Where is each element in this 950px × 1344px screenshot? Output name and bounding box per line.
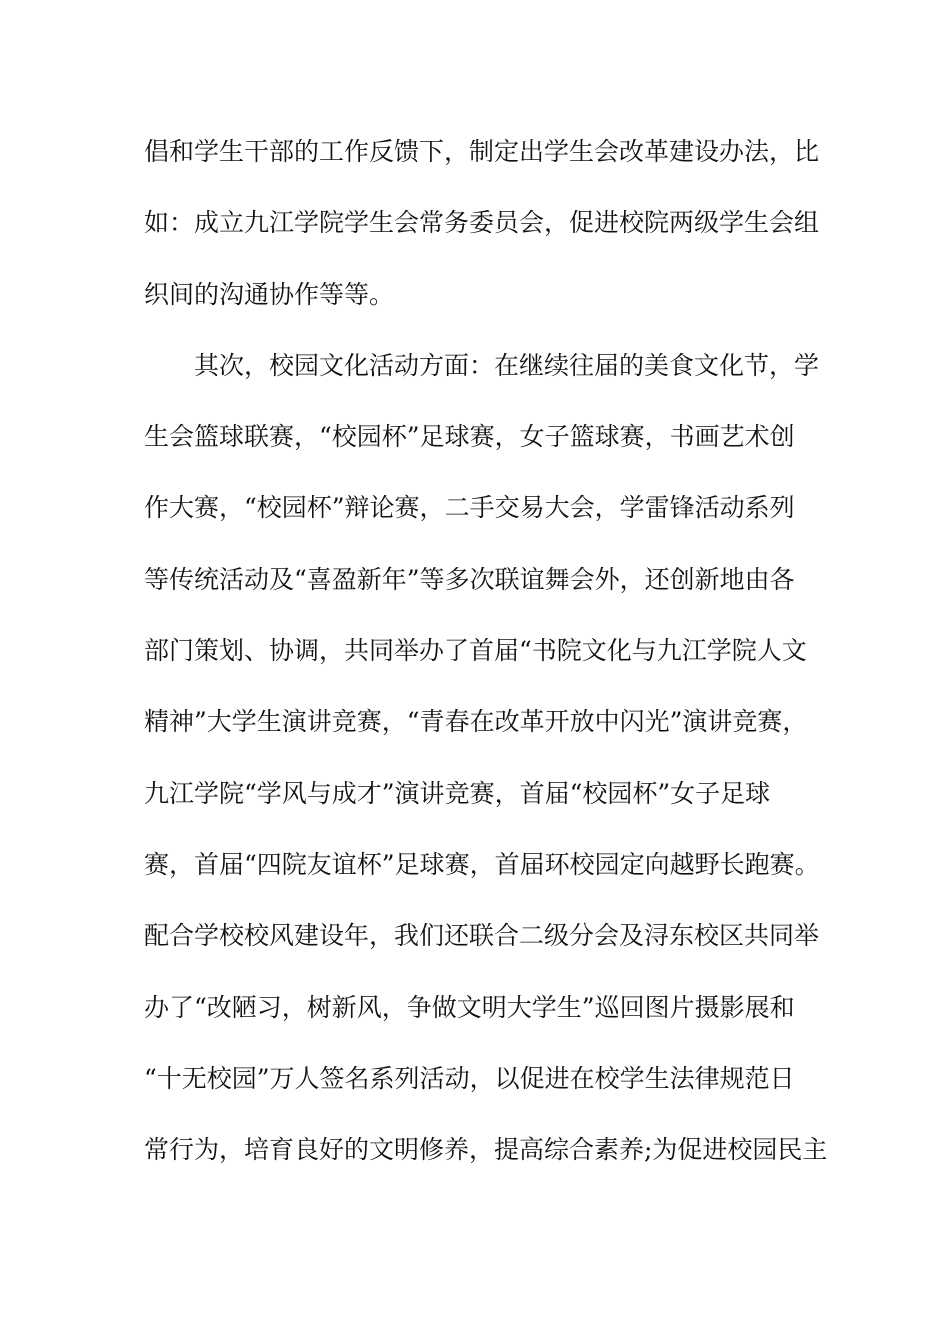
text-line: 等传统活动及“喜盈新年”等多次联谊舞会外，还创新地由各 bbox=[144, 564, 795, 594]
text-line: 办了“改陋习，树新风，争做文明大学生”巡回图片摄影展和 bbox=[144, 992, 795, 1022]
paragraph-first-line: 其次，校园文化活动方面：在继续往届的美食文化节，学 bbox=[194, 350, 820, 380]
body-text bbox=[144, 127, 844, 1196]
text-line: “十无校园”万人签名系列活动，以促进在校学生法律规范日 bbox=[144, 1063, 795, 1093]
text-line: 生会篮球联赛，“校园杯”足球赛，女子篮球赛，书画艺术创 bbox=[144, 422, 795, 452]
text-line: 织间的沟通协作等等。 bbox=[144, 279, 395, 309]
text-line: 倡和学生干部的工作反馈下，制定出学生会改革建设办法，比 bbox=[144, 137, 820, 166]
text-line: 部门策划、协调，共同举办了首届“书院文化与九江学院人文 bbox=[144, 636, 807, 666]
text-line: 精神”大学生演讲竞赛，“青春在改革开放中闪光”演讲竞赛， bbox=[144, 707, 808, 737]
text-line: 赛，首届“四院友谊杯”足球赛，首届环校园定向越野长跑赛。 bbox=[144, 849, 820, 879]
text-line: 九江学院“学风与成才”演讲竞赛，首届“校园杯”女子足球 bbox=[144, 778, 771, 808]
text-line: 作大赛，“校园杯”辩论赛，二手交易大会，学雷锋活动系列 bbox=[144, 493, 795, 523]
text-line: 配合学校校风建设年，我们还联合二级分会及浔东校区共同举 bbox=[144, 921, 820, 951]
text-line: 常行为，培育良好的文明修养，提高综合素养;为促进校园民主 bbox=[144, 1135, 828, 1165]
text-line: 如：成立九江学院学生会常务委员会，促进校院两级学生会组 bbox=[144, 208, 820, 238]
